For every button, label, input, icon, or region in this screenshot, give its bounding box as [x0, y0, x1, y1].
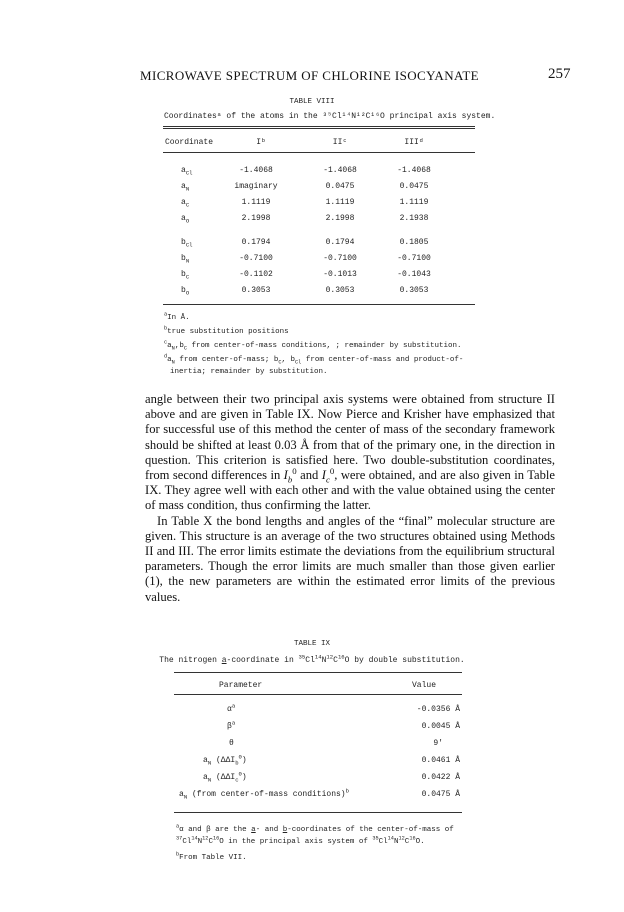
- table8-footnote-c: $^ca_N,b_C$ from center-of-mass conditions, ; remainder by substitution.: [164, 339, 462, 352]
- table8-header-col1: Iᵇ: [256, 138, 266, 147]
- table9-caption: The nitrogen a-coordinate in $^{35}Cl^{14}N^{12}C^{16}O$ by double substitution.: [159, 653, 465, 665]
- table8-row-v1: 0.3053: [241, 286, 271, 295]
- table8-row-coord: $b_{Cl}$: [181, 238, 193, 249]
- table8-row-v2: 2.1998: [325, 214, 355, 223]
- body-paragraph-1: angle between their two principal axis systems were obtained from structure II above and are given in Table IX. Now Pierce and Krisher have emphasized that for successful use of this method the center of mass of the secondary framework should be shifted at least 0.03 Å from that of the primary one, in the direction in question. This criterion is satisfied here. Two double-substitution coordinates, from second differences in $I_b^0$ and $I_c^0$, were obtained, and are also given in Table IX. They agree well with each other and with the value obtained using the center of mass condition, thus confirming the latter.: [145, 392, 555, 513]
- table9-row-value: -0.0356 Å: [416, 705, 460, 714]
- table8-footnote-d-line1: $^da_N$ from center-of-mass; $b_C$, $b_{Cl}$ from center-of-mass and product-of-: [164, 353, 464, 366]
- table9-footnote-a-line2: $^{37}Cl^{14}N^{12}C^{16}O$ in the principal axis system of $^{35}Cl^{14}N^{12}C^{16}O$.: [176, 835, 425, 846]
- table8-bottom-rule: [163, 304, 475, 305]
- table8-header-col2: IIᶜ: [332, 138, 348, 147]
- table9-row-param: $\beta^a$: [227, 719, 236, 731]
- table8-row-v2: 1.1119: [325, 198, 355, 207]
- table9-bottom-rule: [174, 812, 462, 813]
- table8-row-coord: $a_{Cl}$: [181, 166, 193, 177]
- table9-row-value: 0.0045 Å: [421, 722, 460, 731]
- table9-row-param: $\alpha^a$: [227, 702, 236, 714]
- table8-row-v1: 1.1119: [241, 198, 271, 207]
- body-paragraph-2: In Table X the bond lengths and angles of the “final” molecular structure are given. This structure is an average of the two structures obtained using Methods II and III. The error limits estimate the deviations from the equilibrium structural parameters. Though the error limits are much smaller than those given earlier (1), the new parameters are within the estimated error limits of the previous values.: [145, 513, 555, 604]
- table8-row-v3: 0.0475: [399, 182, 429, 191]
- table8-row-v3: 0.3053: [399, 286, 429, 295]
- table8-row-coord: $b_N$: [181, 254, 190, 265]
- table9-row-value: 0.0461 Å: [421, 756, 460, 765]
- table8-row-v1: 0.1794: [241, 238, 271, 247]
- table8-row-v2: 0.0475: [325, 182, 355, 191]
- table9-header-rule: [174, 694, 462, 695]
- table9-title: TABLE IX: [293, 640, 330, 648]
- table8-footnote-b: $^b$true substitution positions: [164, 325, 289, 336]
- table8-row-v2: -0.7100: [323, 254, 357, 263]
- running-title: MICROWAVE SPECTRUM OF CHLORINE ISOCYANATE: [140, 68, 480, 83]
- table9-row-param: $a_N$ $(\Delta\Delta I_c^0)$: [203, 770, 247, 784]
- table8-row-coord: $a_C$: [181, 198, 190, 209]
- table8-row-coord: $a_O$: [181, 214, 190, 225]
- table8-row-v3: -0.7100: [397, 254, 431, 263]
- table9-footnote-a-line1: $^a$α and β are the a- and b-coordinates of the center-of-mass of: [176, 823, 454, 834]
- table8-top-rule: [163, 126, 475, 127]
- table8-row-v2: -0.1013: [323, 270, 357, 279]
- table8-row-v3: 2.1938: [399, 214, 429, 223]
- table8-row-v3: -1.4068: [397, 166, 431, 175]
- table9-header-parameter: Parameter: [219, 681, 263, 690]
- table9-top-rule: [174, 672, 462, 673]
- table8-row-coord: $a_N$: [181, 182, 190, 193]
- table9-footnote-b: $^b$From Table VII.: [176, 851, 247, 862]
- table8-header-col3: IIIᵈ: [404, 138, 424, 147]
- table9-row-param: $a_N$ (from center-of-mass conditions)$^b$: [179, 787, 349, 801]
- table8-row-v3: 0.1805: [399, 238, 429, 247]
- table8-row-v2: 0.3053: [325, 286, 355, 295]
- table8-header-rule: [163, 152, 475, 153]
- table8-header-coordinate: Coordinate: [165, 138, 214, 147]
- table8-row-v1: -0.1102: [239, 270, 273, 279]
- table8-caption: Coordinatesᵃ of the atoms in the ³⁵Cl¹⁴N¹²C¹⁶O principal axis system.: [164, 112, 496, 121]
- table8-row-v1: 2.1998: [241, 214, 271, 223]
- table9-row-param: $a_N$ $(\Delta\Delta I_b^0)$: [203, 753, 247, 767]
- table8-top-rule-2: [163, 128, 475, 129]
- table8-row-v2: -1.4068: [323, 166, 357, 175]
- table9-row-value: 0.0475 Å: [421, 790, 460, 799]
- table8-row-v3: 1.1119: [399, 198, 429, 207]
- table9-row-value: 9': [433, 739, 443, 748]
- page-number: 257: [548, 66, 571, 82]
- table8-row-v1: imaginary: [234, 182, 278, 191]
- table8-row-v1: -1.4068: [239, 166, 273, 175]
- table9-row-value: 0.0422 Å: [421, 773, 460, 782]
- table8-footnote-d-line2: inertia; remainder by substitution.: [170, 368, 328, 376]
- table9-row-param: θ: [229, 739, 234, 748]
- table8-title: TABLE VIII: [289, 98, 335, 106]
- table8-row-coord: $b_O$: [181, 286, 190, 297]
- body-text: [145, 392, 555, 605]
- table9-header-value: Value: [412, 681, 437, 690]
- table8-row-v1: -0.7100: [239, 254, 273, 263]
- table8-row-v2: 0.1794: [325, 238, 355, 247]
- table8-footnote-a: $^a$In Å.: [164, 311, 190, 322]
- table8-row-v3: -0.1043: [397, 270, 431, 279]
- table8-row-coord: $b_C$: [181, 270, 190, 281]
